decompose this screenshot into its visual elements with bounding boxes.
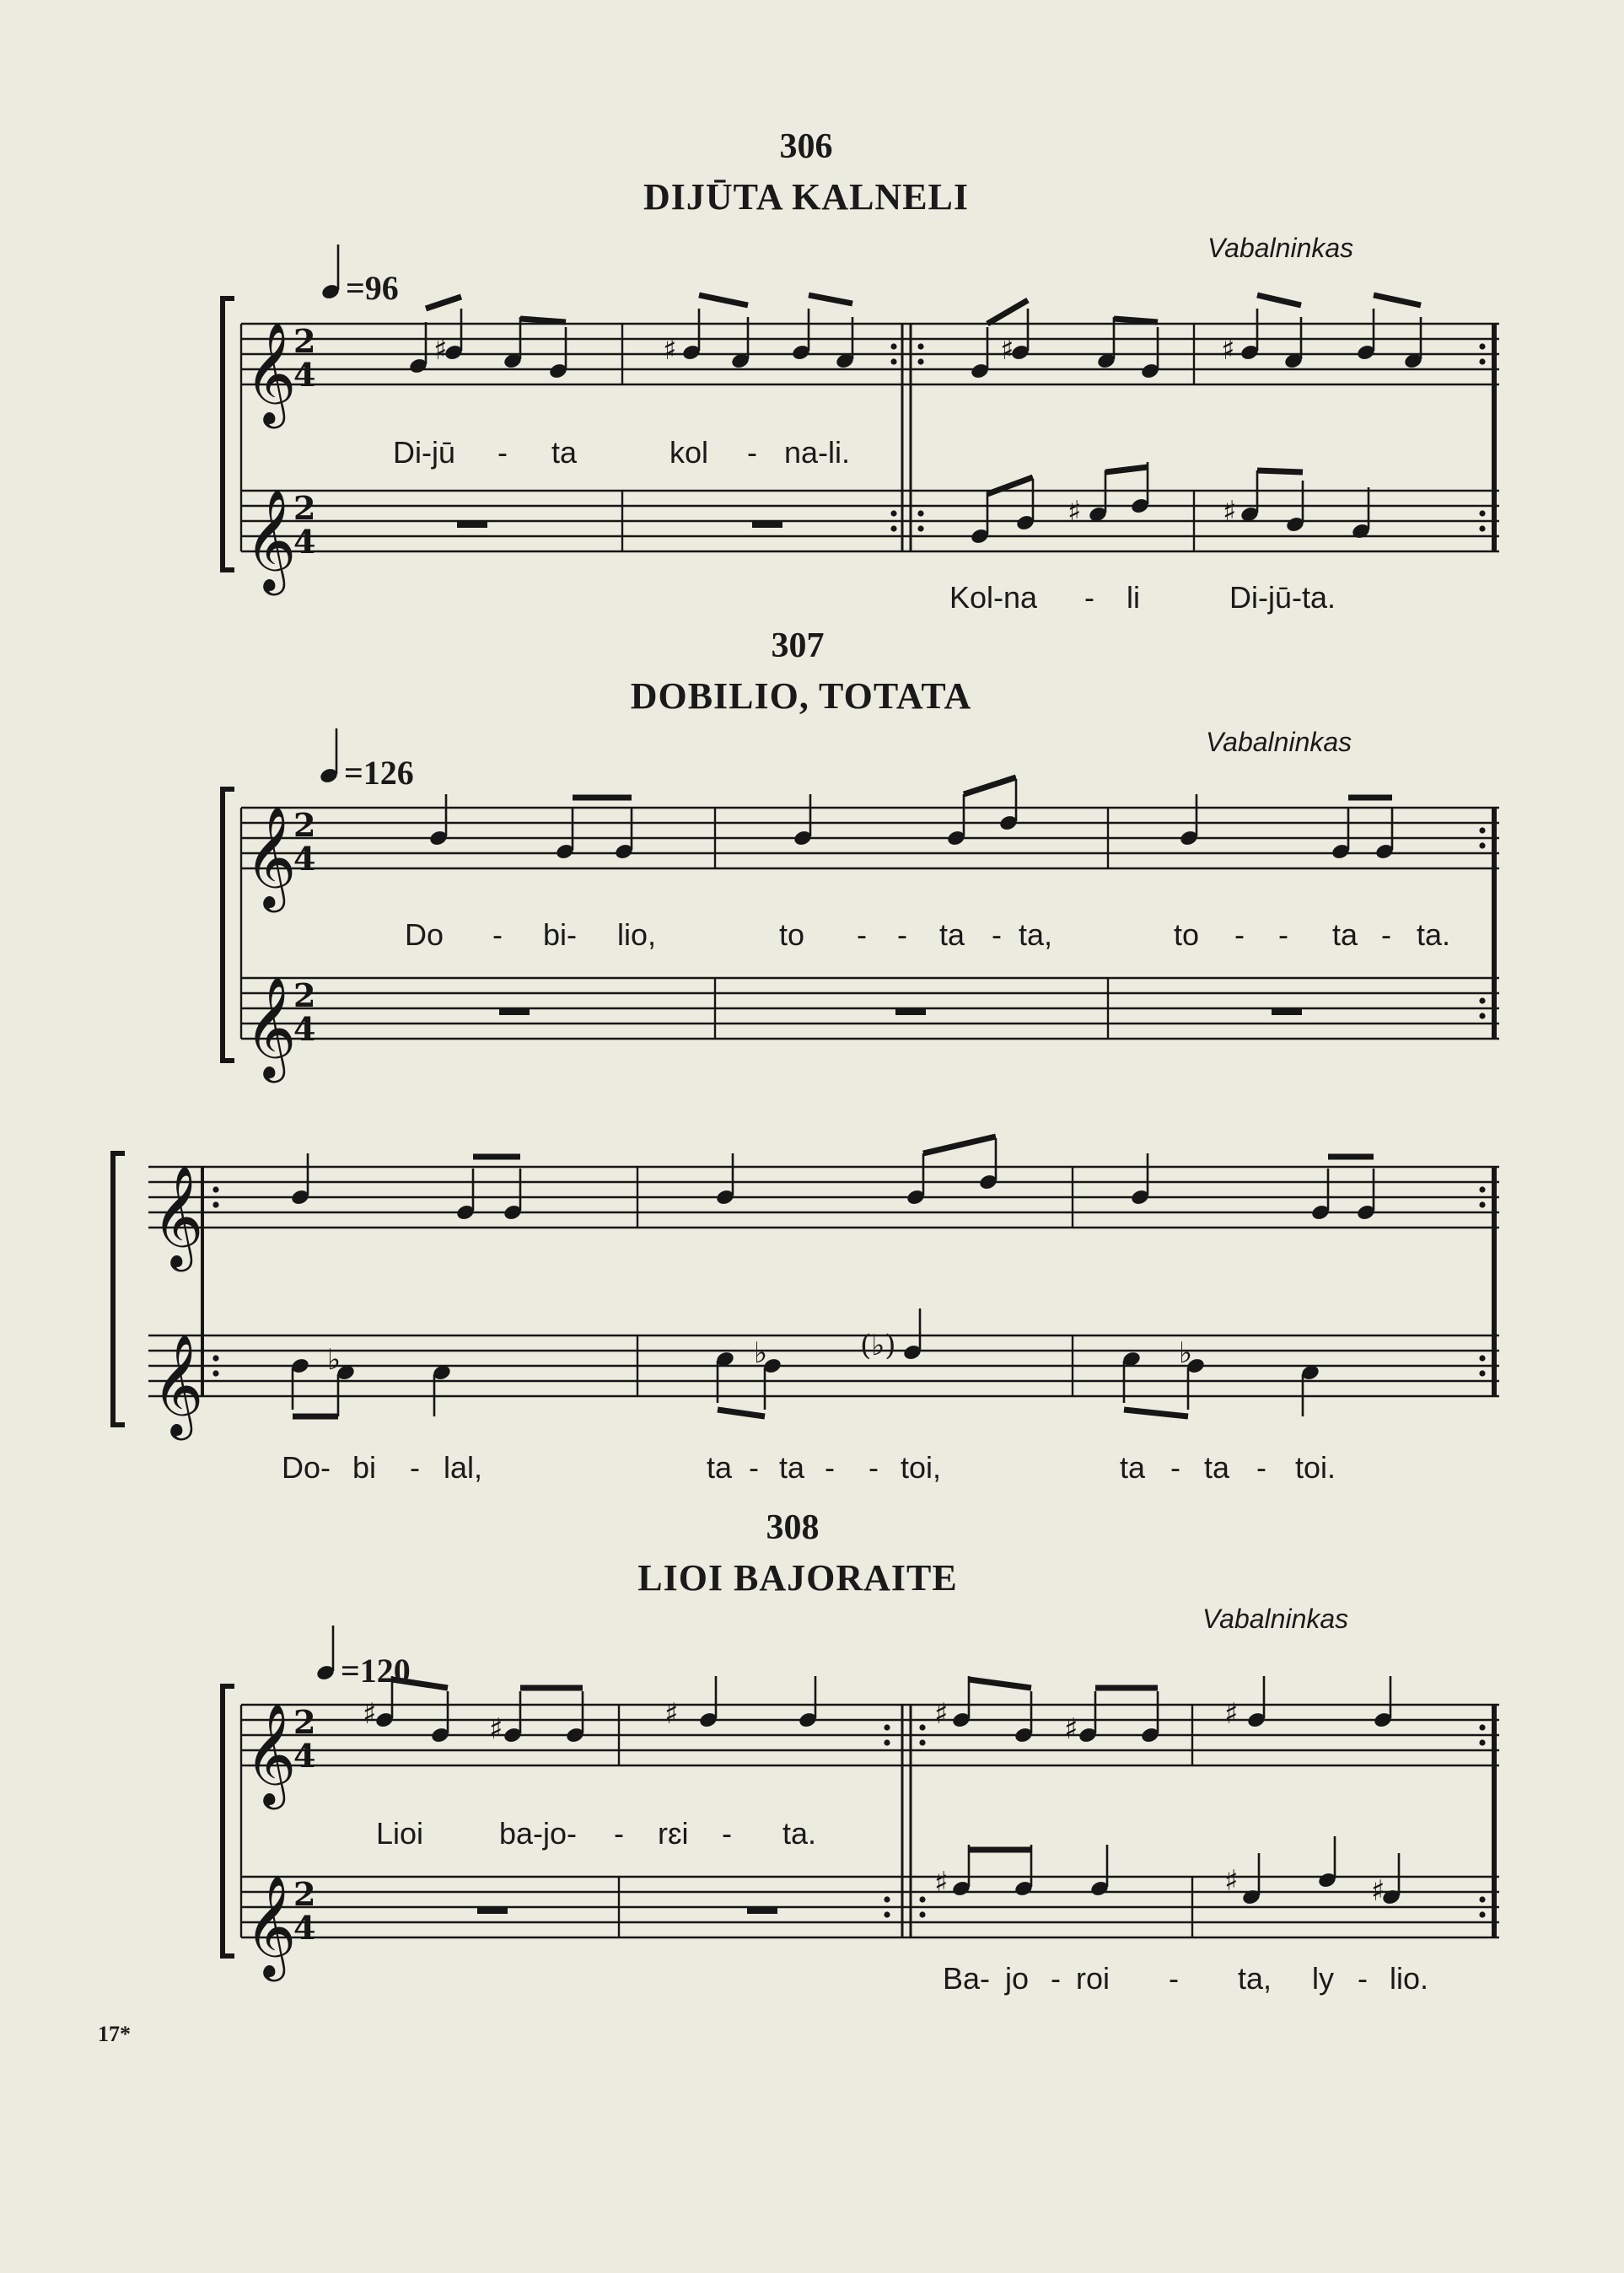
whole-rest [457,520,487,528]
system-bracket [223,1686,234,1956]
sharp-sign: ♯ [663,333,677,367]
note-beam [1374,295,1421,305]
time-signature-bottom: 4 [293,1909,316,1947]
repeat-dot [1479,358,1485,364]
whole-rest [747,1906,777,1914]
tempo-marking: =96 [346,269,399,307]
note-beam [964,777,1016,794]
lyric-syllable: - [1169,1961,1179,1996]
repeat-dot [884,1739,890,1745]
lyric-syllable: li [1127,580,1140,615]
repeat-dot [212,1201,218,1207]
whole-rest [499,1008,530,1015]
song-number: 307 [771,626,825,665]
repeat-dot [1479,997,1485,1003]
repeat-dot [890,510,896,516]
time-signature-top: 2 [293,322,316,360]
lyric-syllable: ta, [1238,1961,1272,1996]
lyric-syllable: roi [1076,1961,1110,1996]
lyric-syllable: - [614,1816,624,1851]
song-number: 308 [766,1508,820,1547]
treble-clef-icon: 𝄞 [245,1874,297,1977]
lyric-syllable: Lioi [376,1816,424,1851]
tempo-marking: =120 [341,1652,411,1690]
treble-clef-icon: 𝄞 [245,975,297,1078]
note-beam [923,1136,996,1153]
repeat-dot [1479,343,1485,349]
lyric-syllable: - [1234,917,1245,952]
treble-clef-icon: 𝄞 [245,1702,297,1805]
time-signature-bottom: 4 [293,356,316,394]
repeat-dot [1479,1724,1485,1730]
note-beam [1124,1410,1188,1416]
repeat-dot [884,1911,890,1917]
repeat-dot [1479,525,1485,531]
lyric-syllable: - [747,435,757,470]
lyric-syllable: - [1278,917,1288,952]
note-beam [987,300,1028,324]
sharp-sign: ♯ [489,1712,503,1746]
note-beam [1257,295,1301,305]
lyric-syllable: - [1170,1450,1180,1485]
editorial-flat: (♭) [860,1329,896,1362]
sharp-sign: ♯ [1223,495,1237,529]
repeat-dot [919,1896,925,1902]
note-beam [520,319,566,322]
lyric-syllable: - [825,1450,835,1485]
lyric-syllable: jo [1005,1961,1030,1996]
song-place: Vabalninkas [1207,233,1354,263]
song-title: LIOI BAJORAITE [637,1557,958,1599]
system-bracket [223,298,234,570]
sharp-sign: ♯ [1064,1712,1078,1746]
lyric-syllable: - [1358,1961,1368,1996]
time-signature-bottom: 4 [293,840,316,878]
repeat-dot [1479,1013,1485,1018]
lyric-syllable: ta [1120,1450,1146,1485]
repeat-dot [917,343,923,349]
time-signature-top: 2 [293,976,316,1014]
repeat-dot [212,1355,218,1361]
sharp-sign: ♯ [1371,1874,1385,1908]
time-signature-top: 2 [293,1875,316,1913]
time-signature-bottom: 4 [293,1010,316,1048]
lyric-syllable: ta [551,435,578,470]
whole-rest [477,1906,508,1914]
song-place: Vabalninkas [1206,727,1352,757]
sharp-sign: ♯ [363,1697,377,1731]
lyric-syllable: lal, [444,1450,483,1485]
lyric-syllable: - [897,917,907,952]
treble-clef-icon: 𝄞 [152,1333,204,1436]
repeat-dot [1479,1896,1485,1902]
repeat-dot [1479,1739,1485,1745]
lyric-syllable: ta [707,1450,733,1485]
lyric-syllable: - [492,917,503,952]
lyric-syllable: ta [779,1450,805,1485]
flat-sign: ♭ [754,1336,768,1370]
repeat-dot [1479,1911,1485,1917]
lyric-syllable: Ba- [943,1961,991,1996]
lyric-syllable: toi. [1295,1450,1336,1485]
note-beam [718,1410,765,1416]
song-number: 306 [779,127,833,166]
lyric-syllable: to [779,917,805,952]
lyric-syllable: lio, [617,917,657,952]
whole-rest [1272,1008,1302,1015]
note-beam [699,295,748,305]
note-beam [1114,319,1158,322]
treble-clef-icon: 𝄞 [245,488,297,591]
lyric-syllable: Do [405,917,444,952]
repeat-dot [1479,1186,1485,1192]
lyric-syllable: ta [1332,917,1358,952]
repeat-dot [212,1370,218,1376]
lyric-syllable: - [868,1450,879,1485]
repeat-dot [1479,1355,1485,1361]
treble-clef-icon: 𝄞 [245,805,297,908]
lyric-syllable: ly [1312,1961,1334,1996]
sharp-sign: ♯ [1224,1864,1239,1898]
lyric-syllable: Di-jū [393,435,456,470]
whole-rest [895,1008,926,1015]
repeat-dot [1479,827,1485,833]
repeat-dot [919,1911,925,1917]
lyric-syllable: toi, [901,1450,942,1485]
sharp-sign: ♯ [1224,1697,1239,1731]
system-bracket [223,789,234,1061]
sharp-sign: ♯ [433,333,448,367]
song-title: DIJŪTA KALNELI [643,176,970,218]
note-beam [809,295,852,304]
lyric-syllable: ta. [782,1816,817,1851]
repeat-dot [917,510,923,516]
repeat-dot [884,1724,890,1730]
lyric-syllable: bi [352,1450,377,1485]
note-beam [426,297,461,309]
lyric-syllable: - [497,435,508,470]
repeat-dot [1479,1201,1485,1207]
whole-rest [752,520,782,528]
tempo-marking: =126 [344,754,414,792]
sharp-sign: ♯ [1000,333,1014,367]
repeat-dot [1479,842,1485,848]
lyric-syllable: - [857,917,867,952]
lyric-syllable: bi- [543,917,578,952]
lyric-syllable: Di-jū-ta. [1229,580,1336,615]
repeat-dot [890,525,896,531]
song-title: DOBILIO, TOTATA [630,675,972,717]
time-signature-top: 2 [293,806,316,844]
lyric-syllable: - [1084,580,1094,615]
time-signature-top: 2 [293,489,316,527]
lyric-syllable: lio. [1390,1961,1429,1996]
note-beam [969,1679,1031,1688]
lyric-syllable: ta, [1019,917,1053,952]
repeat-dot [212,1186,218,1192]
lyric-syllable: to [1174,917,1200,952]
lyric-syllable: Do- [282,1450,331,1485]
lyric-syllable: - [992,917,1002,952]
lyric-syllable: na-li. [784,435,851,470]
repeat-dot [1479,1370,1485,1376]
lyric-syllable: ta. [1417,917,1451,952]
repeat-dot [890,343,896,349]
sharp-sign: ♯ [664,1697,679,1731]
repeat-dot [884,1896,890,1902]
flat-sign: ♭ [327,1343,341,1377]
sharp-sign: ♯ [934,1866,949,1900]
repeat-dot [917,358,923,364]
time-signature-bottom: 4 [293,523,316,561]
lyric-syllable: ta [939,917,965,952]
repeat-dot [919,1724,925,1730]
lyric-syllable: - [722,1816,732,1851]
treble-clef-icon: 𝄞 [152,1164,204,1267]
time-signature-bottom: 4 [293,1737,316,1775]
note-beam [1105,467,1148,472]
treble-clef-icon: 𝄞 [245,321,297,424]
repeat-dot [890,358,896,364]
lyric-syllable: - [749,1450,759,1485]
lyric-syllable: rɛi [658,1816,689,1851]
song-place: Vabalninkas [1202,1604,1349,1634]
lyric-syllable: Kol-na [949,580,1038,615]
note-beam [1257,470,1303,472]
lyric-syllable: - [1051,1961,1061,1996]
time-signature-top: 2 [293,1703,316,1741]
lyric-syllable: - [1381,917,1391,952]
sharp-sign: ♯ [1221,333,1235,367]
flat-sign: ♭ [1179,1336,1193,1370]
lyric-syllable: kol [669,435,709,470]
lyric-syllable: ta [1204,1450,1230,1485]
sharp-sign: ♯ [934,1697,949,1731]
lyric-syllable: ba-jo- [499,1816,578,1851]
repeat-dot [917,525,923,531]
repeat-dot [919,1739,925,1745]
page-folio: 17* [98,2022,131,2046]
system-bracket [113,1153,125,1425]
lyric-syllable: - [1256,1450,1266,1485]
lyric-syllable: - [410,1450,420,1485]
sharp-sign: ♯ [1067,495,1082,529]
repeat-dot [1479,510,1485,516]
